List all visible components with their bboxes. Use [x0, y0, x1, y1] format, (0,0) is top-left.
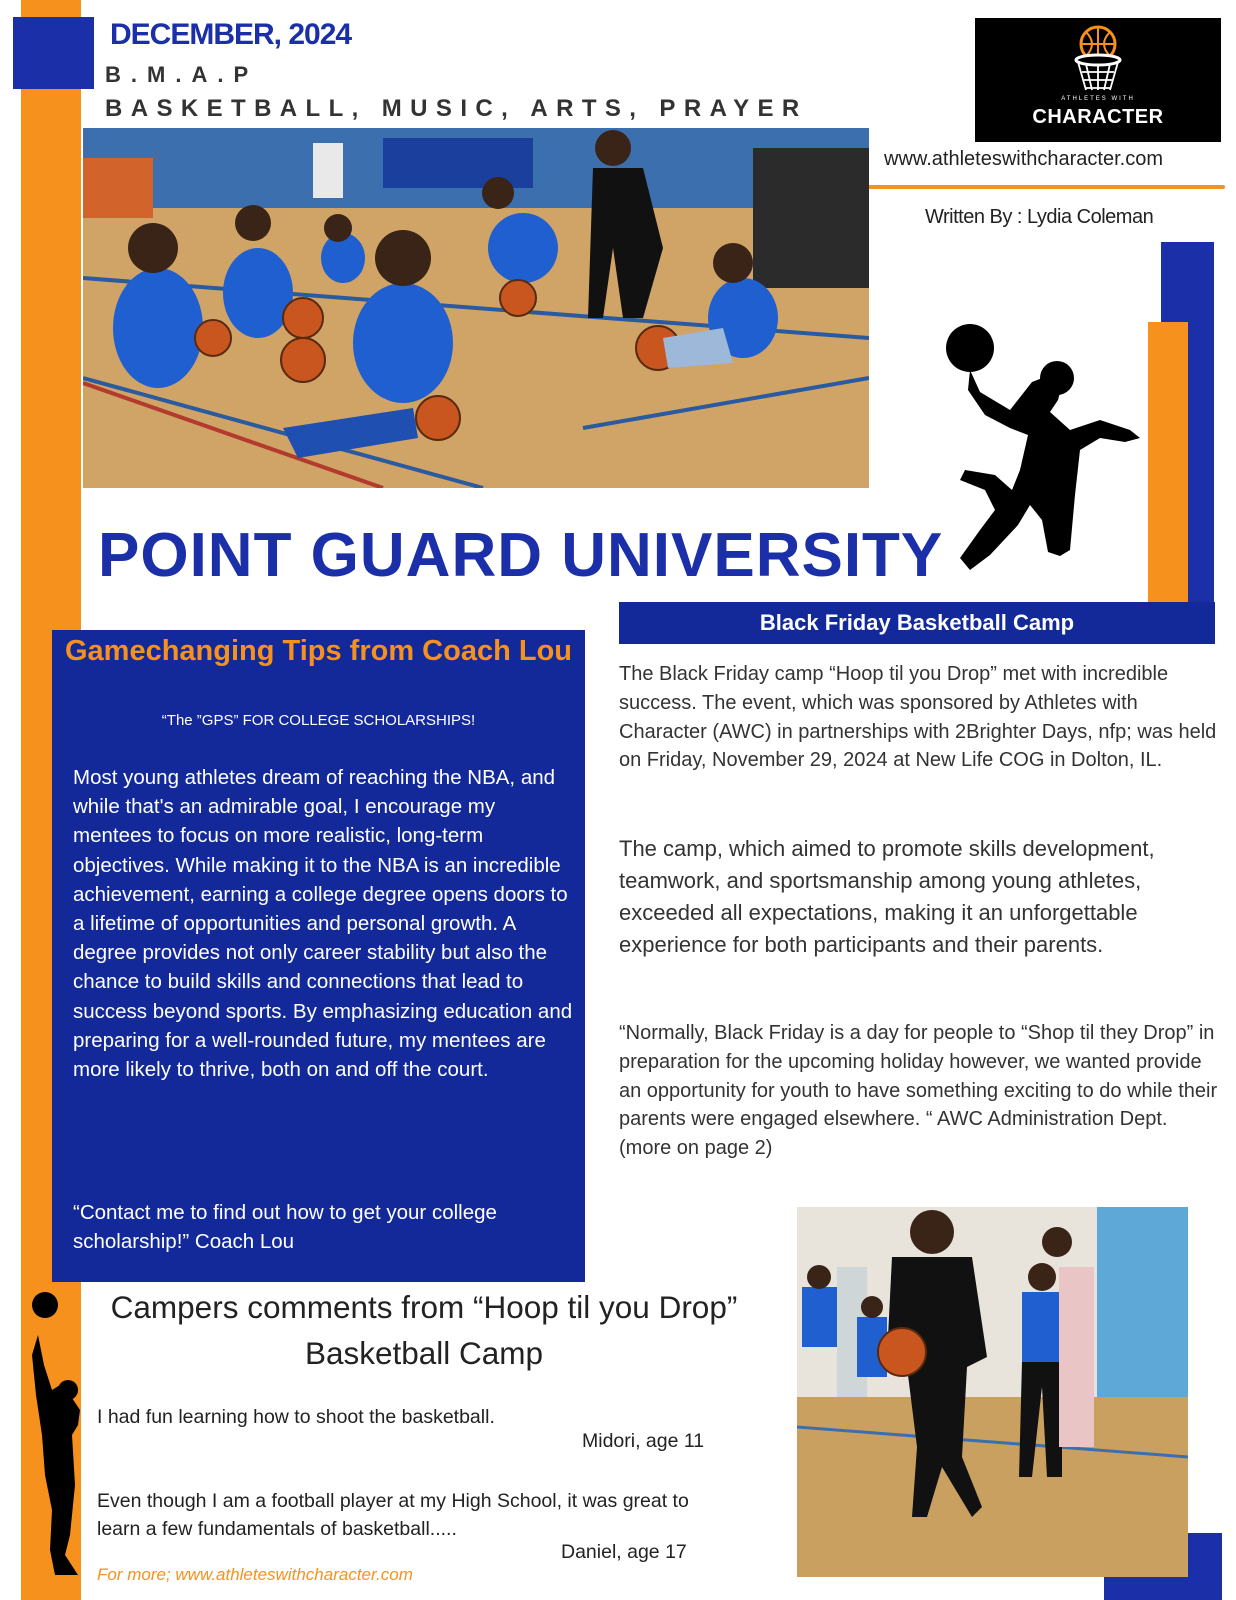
- black-friday-paragraph-2: The camp, which aimed to promote skills development, teamwork, and sportsmanship among young athletes, exceeded all expectations, making it an unforgettable experience for both participants and their parents.: [619, 836, 1155, 957]
- page-title: POINT GUARD UNIVERSITY: [98, 521, 944, 590]
- camper-comment-1-author: Midori, age 11: [582, 1430, 705, 1452]
- tagline: BASKETBALL, MUSIC, ARTS, PRAYER: [105, 95, 808, 122]
- author-byline: Written By : Lydia Coleman: [925, 206, 1154, 228]
- black-friday-header: Black Friday Basketball Camp: [619, 602, 1215, 644]
- logo-subtext: ATHLETES WITH: [1061, 96, 1135, 102]
- basketball-dot-icon: [32, 1292, 58, 1318]
- right-orange-bar: [1148, 322, 1188, 630]
- black-friday-paragraph-3: “Normally, Black Friday is a day for people to “Shop til they Drop” in preparation for the upcoming holiday however, we wanted provide an opportunity for youth to have something exciting to do while their parents were engaged elsewhere. “ AWC Administration Dept. (more on page 2): [619, 1022, 1218, 1160]
- camper-comment-1: I had fun learning how to shoot the basketball.: [97, 1406, 495, 1428]
- acronym: B.M.A.P: [105, 62, 259, 87]
- dunking-player-silhouette: [940, 320, 1150, 580]
- orange-divider: [868, 185, 1225, 189]
- coach-tips-panel: [52, 630, 585, 1282]
- camp-photo-coach: [797, 1207, 1188, 1577]
- top-left-blue-square: [13, 17, 94, 89]
- campers-comments-title: Campers comments from “Hoop til you Drop” Basketball Camp: [110, 1289, 738, 1371]
- coach-tips-title: Gamechanging Tips from Coach Lou: [64, 635, 573, 667]
- issue-date: DECEMBER, 2024: [110, 18, 352, 51]
- website-link[interactable]: www.athleteswithcharacter.com: [884, 148, 1164, 170]
- coach-tips-subtitle: “The ”GPS” FOR COLLEGE SCHOLARSHIPS!: [161, 712, 476, 729]
- camper-comment-2-author: Daniel, age 17: [561, 1541, 687, 1563]
- shooting-player-silhouette: [30, 1335, 90, 1580]
- basketball-hoop-logo-icon: [1072, 24, 1124, 96]
- brand-logo: [975, 18, 1221, 142]
- camp-photo-kids: [83, 128, 869, 488]
- black-friday-paragraph-1: The Black Friday camp “Hoop til you Drop” met with incredible success. The event, which was sponsored by Athletes with Character (AWC) in partnerships with 2Brighter Days, nfp; was held on Friday, November 29, 2024 at New Life COG in Dolton, IL.: [619, 663, 1217, 772]
- more-info-link[interactable]: For more; www.athleteswithcharacter.com: [97, 1565, 413, 1584]
- coach-tips-body: Most young athletes dream of reaching the NBA, and while that's an admirable goal, I encourage my mentees to focus on more realistic, long-term objectives. While making it to the NBA is an incredible achievement, earning a college degree opens doors to a lifetime of opportunities and personal growth. A degree provides not only career stability but also the chance to build skills and connections that lead to success beyond sports. By emphasizing education and preparing for a well-rounded future, my mentees are more likely to thrive, both on and off the court.: [73, 766, 573, 1082]
- logo-wordmark: CHARACTER: [1032, 106, 1164, 128]
- coach-tips-quote: “Contact me to find out how to get your college scholarship!” Coach Lou: [73, 1201, 497, 1254]
- camper-comment-2: Even though I am a football player at my High School, it was great to learn a few fundamentals of basketball.....: [97, 1490, 689, 1540]
